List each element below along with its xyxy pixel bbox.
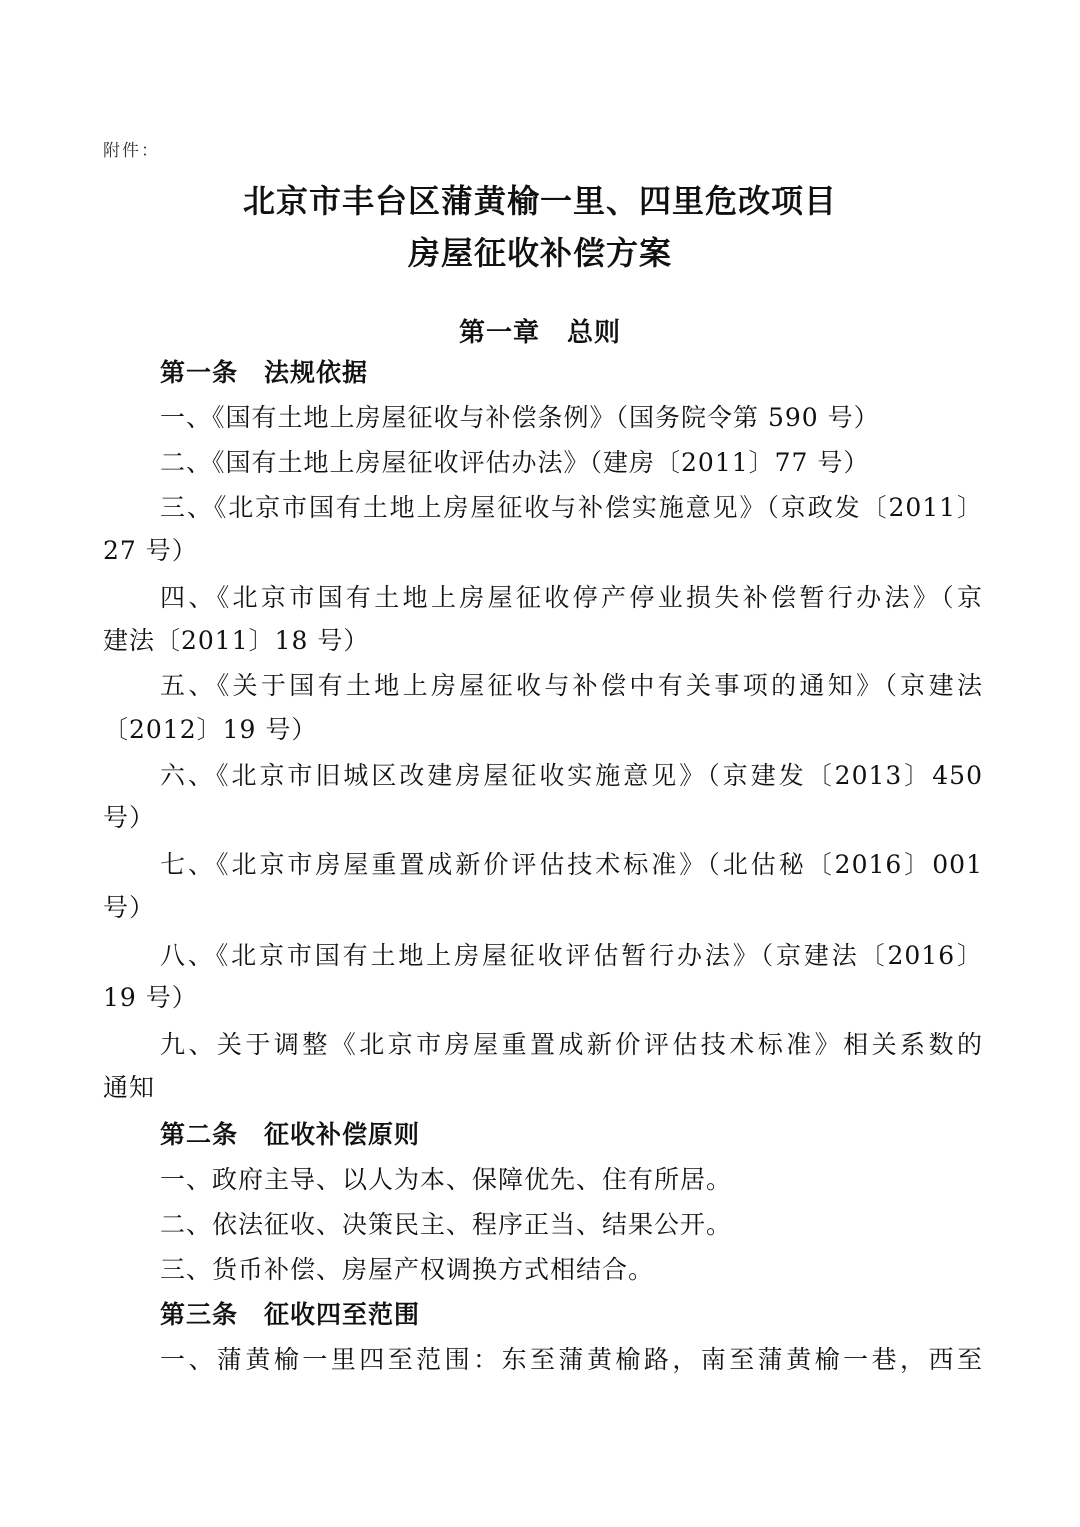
article-1-item-6-cont: 号） <box>103 803 156 832</box>
article-1-heading: 第一条 法规依据 <box>160 358 369 387</box>
article-1-item-4-cont: 建法〔2011〕18 号） <box>103 626 370 655</box>
document-title-line-1: 北京市丰台区蒲黄榆一里、四里危改项目 <box>242 182 837 220</box>
article-1-item-5-cont: 〔2012〕19 号） <box>103 715 318 744</box>
article-1-item-8-cont: 19 号） <box>103 983 198 1012</box>
article-2-item-2: 二、依法征收、决策民主、程序正当、结果公开。 <box>160 1210 733 1239</box>
article-1-item-1: 一、《国有土地上房屋征收与补偿条例》（国务院令第 590 号） <box>160 403 880 432</box>
article-2-item-3: 三、货币补偿、房屋产权调换方式相结合。 <box>160 1255 655 1284</box>
article-2-heading: 第二条 征收补偿原则 <box>160 1120 421 1149</box>
article-2-item-1: 一、政府主导、以人为本、保障优先、住有所居。 <box>160 1165 733 1194</box>
article-1-item-7-cont: 号） <box>103 893 156 922</box>
article-1-item-8: 八、《北京市国有土地上房屋征收评估暂行办法》（京建法〔2016〕 <box>160 941 983 970</box>
document-title-line-2: 房屋征收补偿方案 <box>407 234 672 272</box>
article-1-item-3: 三、《北京市国有土地上房屋征收与补偿实施意见》（京政发〔2011〕 <box>160 493 983 522</box>
article-3-heading: 第三条 征收四至范围 <box>160 1300 421 1329</box>
article-1-item-6: 六、《北京市旧城区改建房屋征收实施意见》（京建发〔2013〕450 <box>160 761 983 790</box>
chapter-heading: 第一章 总则 <box>458 318 621 348</box>
article-1-item-7: 七、《北京市房屋重置成新价评估技术标准》（北估秘〔2016〕001 <box>160 850 983 879</box>
article-1-item-5: 五、《关于国有土地上房屋征收与补偿中有关事项的通知》（京建法 <box>160 671 983 700</box>
article-3-item-1: 一、蒲黄榆一里四至范围：东至蒲黄榆路，南至蒲黄榆一巷，西至 <box>160 1345 983 1374</box>
attachment-label: 附件： <box>103 141 160 161</box>
article-1-item-4: 四、《北京市国有土地上房屋征收停产停业损失补偿暂行办法》（京 <box>160 583 983 612</box>
article-1-item-3-cont: 27 号） <box>103 536 198 565</box>
article-1-item-9: 九、关于调整《北京市房屋重置成新价评估技术标准》相关系数的 <box>160 1030 983 1059</box>
article-1-item-2: 二、《国有土地上房屋征收评估办法》（建房〔2011〕77 号） <box>160 448 870 477</box>
article-1-item-9-cont: 通知 <box>103 1073 156 1102</box>
